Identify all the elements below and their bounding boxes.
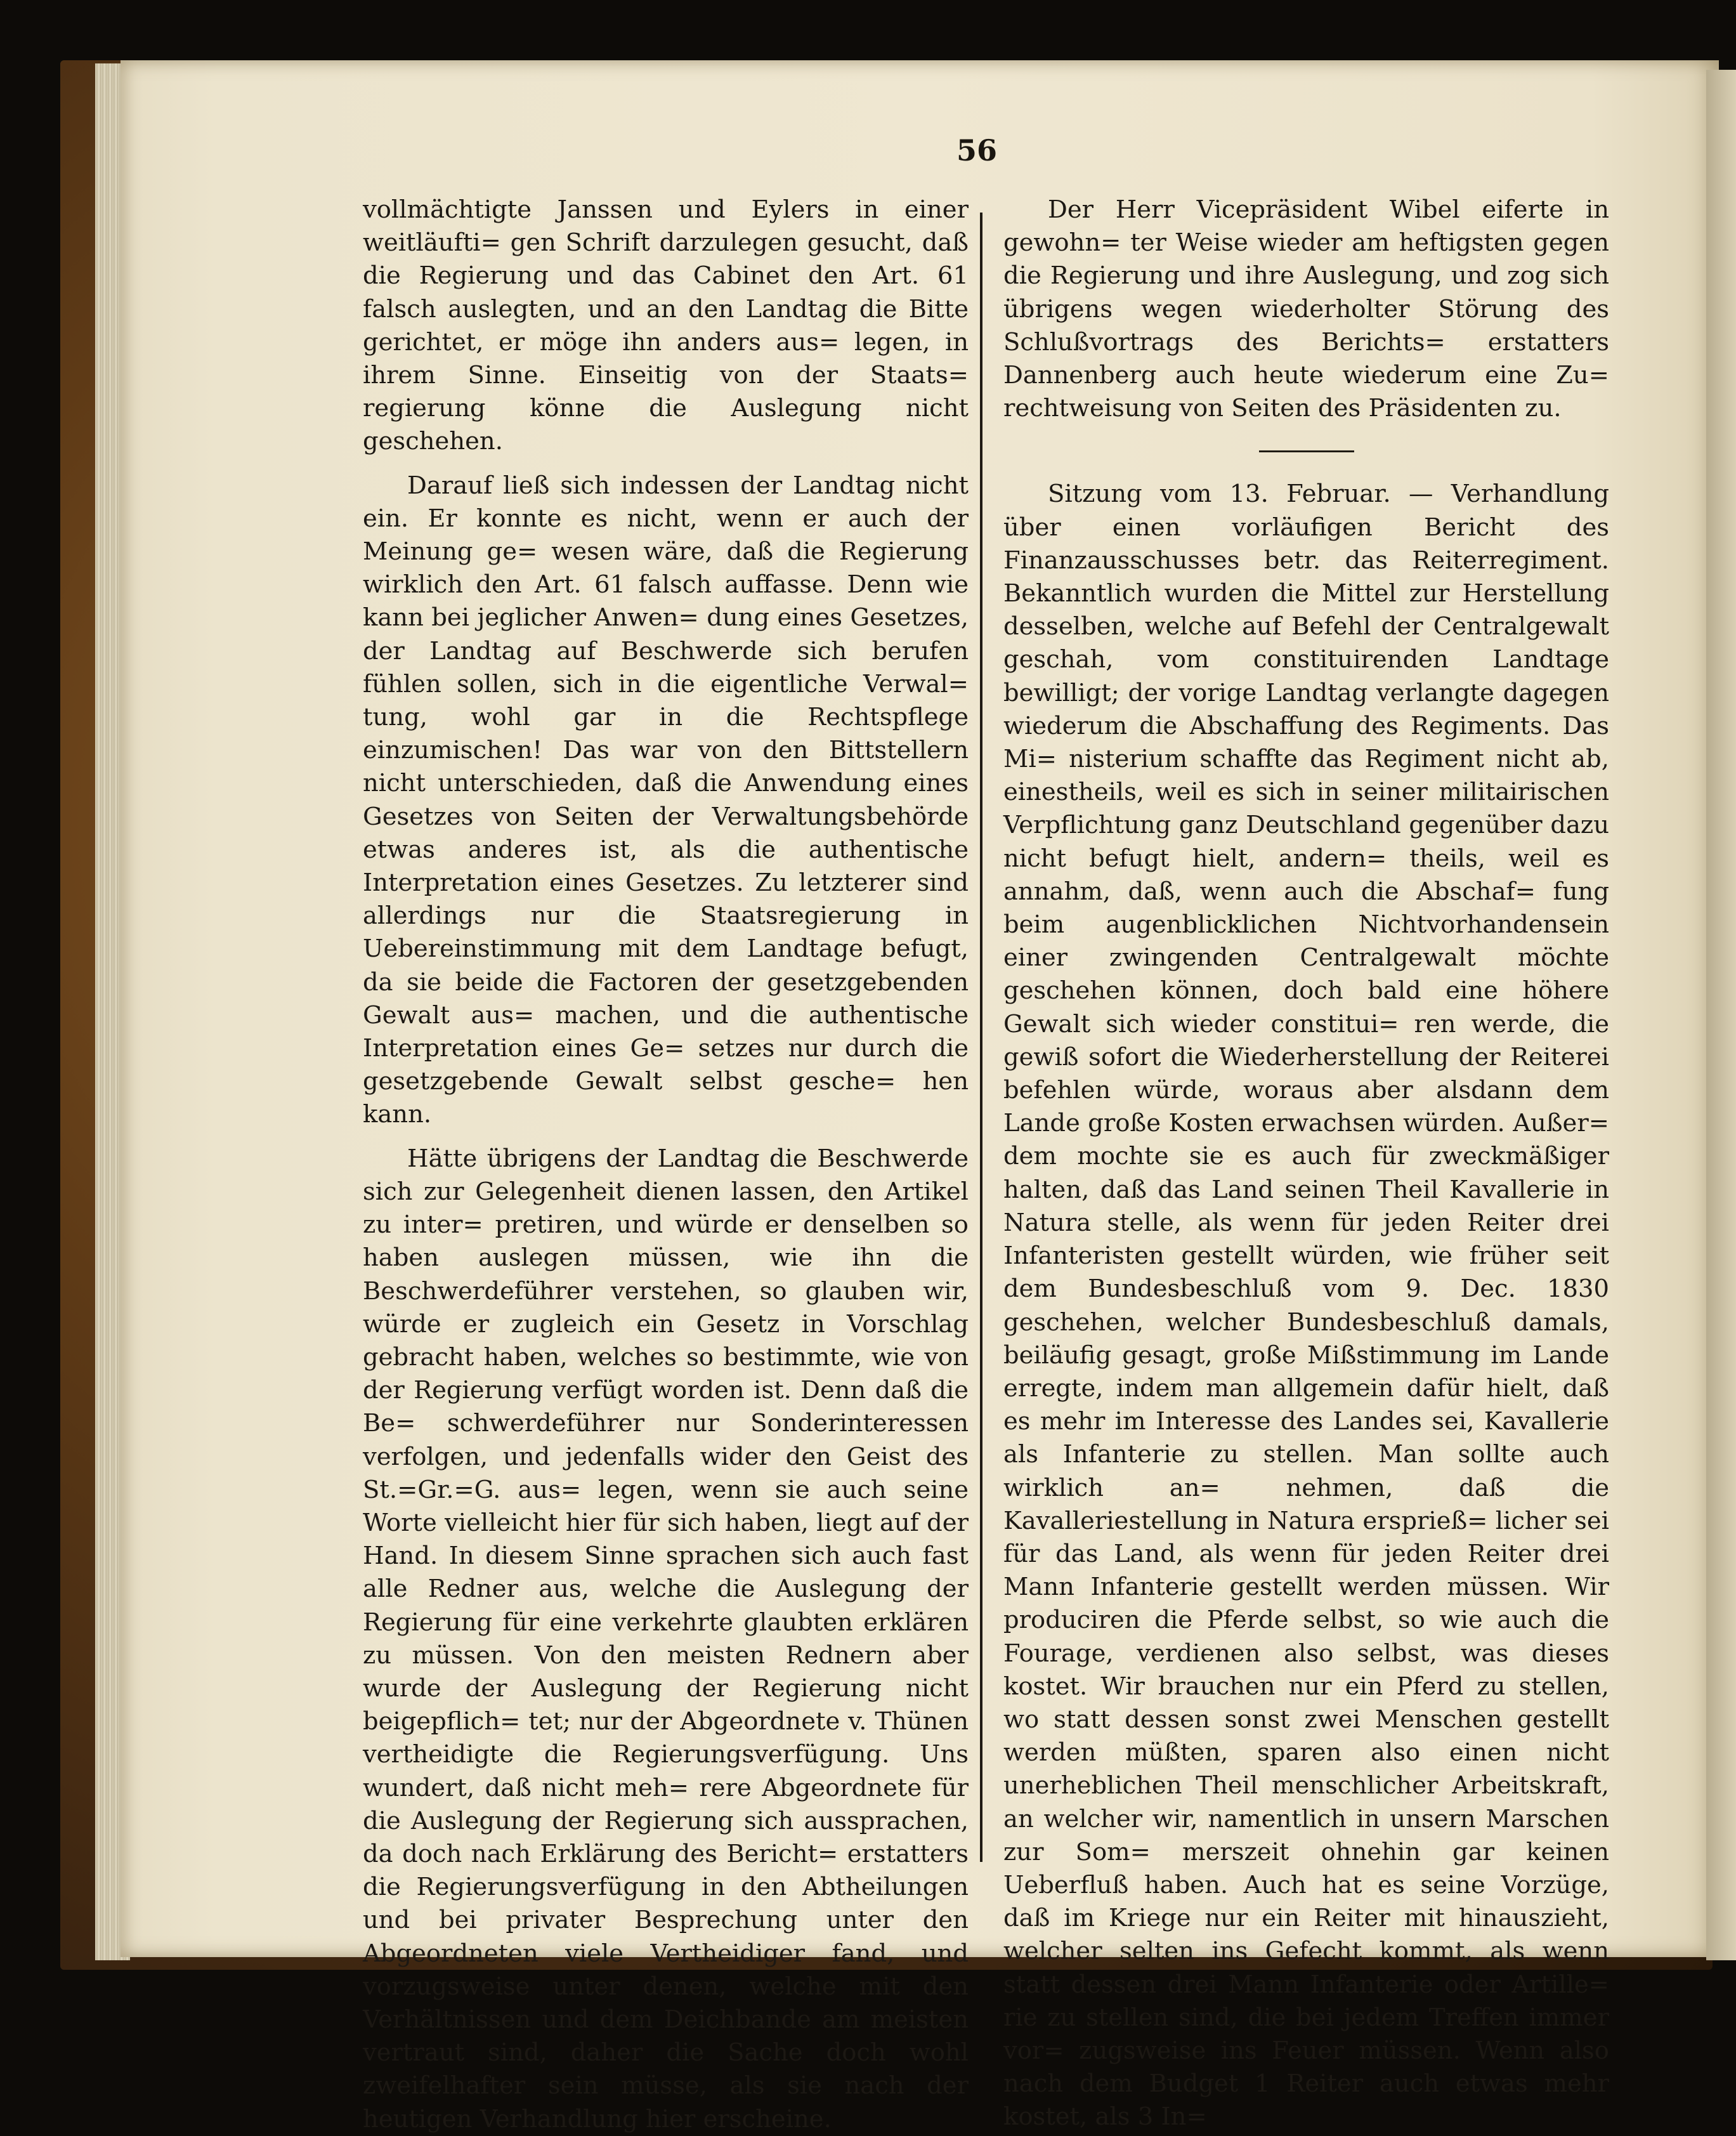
left-paragraph-3: Hätte übrigens der Landtag die Beschwerde sich zur Gelegenheit dienen lassen, den Artikel zu inter= pretiren, und würde er denselben so haben auslegen müssen, wie ihn die Beschwerdeführer verstehen, so glauben wir, würde er zugleich ein Gesetz in Vorschlag gebracht haben, welches so bestimmte, wie von der Regierung verfügt worden ist. Denn daß die Be= schwerdeführer nur Sonderinteressen verfolgen, und jedenfalls wider den Geist des St.=Gr.=G. aus= legen, wenn sie auch seine Worte vielleicht hier für sich haben, liegt auf der Hand. In diesem Sinne sprachen sich auch fast alle Redner aus, welche die Auslegung der Regierung für eine verkehrte glaubten erklären zu müssen. Von den meisten Rednern aber wurde der Auslegung der Regierung nicht beigepflich= tet; nur der Abgeordnete v. Thünen vertheidigte die Regierungsverfügung. Uns wundert, daß nicht meh= rere Abgeordnete für die Auslegung der Regierung sich aussprachen, da doch nach Erklärung des Bericht= erstatters die Regierungsverfügung in den Abtheilungen und bei privater Besprechung unter den Abgeordneten viele Vertheidiger fand, und vorzugsweise unter denen, welche mit den Verhältnissen und dem Deichbande am meisten vertraut sind, daher die Sache doch wohl zweifelhafter sein müsse, als sie nach der heutigen Verhandlung hier erscheine. — [363, 1144, 969, 2133]
left-paragraph-1: vollmächtigte Janssen und Eylers in einer weitläufti= gen Schrift darzulegen gesucht, daß die Regierung und das Cabinet den Art. 61 falsch auslegten, und an den Landtag die Bitte gerichtet, er möge ihn anders aus= legen, in ihrem Sinne. Einseitig von der Staats= regierung könne die Auslegung nicht geschehen. — [363, 195, 969, 456]
left-column — [363, 193, 969, 2136]
column-divider — [980, 213, 982, 1862]
right-paragraph-1: Der Herr Vicepräsident Wibel eiferte in gewohn= ter Weise wieder am heftigsten gegen die Regierung und ihre Auslegung, und zog sich übrigens wegen wiederholter Störung des Schlußvortrags des Berichts= erstatters Dannenberg auch heute wiederum eine Zu= rechtweisung von Seiten des Präsidenten zu. — [1003, 195, 1609, 423]
section-divider — [1259, 450, 1354, 452]
adjacent-page-edge — [1706, 70, 1736, 1960]
left-paragraph-2: Darauf ließ sich indessen der Landtag nicht ein. Er konnte es nicht, wenn er auch der Meinung ge= wesen wäre, daß die Regierung wirklich den Art. 61 falsch auffasse. Denn wie kann bei jeglicher Anwen= dung eines Gesetzes, der Landtag auf Beschwerde sich berufen fühlen sollen, sich in die eigentliche Verwal= tung, wohl gar in die Rechtspflege einzumischen! Das war von den Bittstellern nicht unterschieden, daß die Anwendung eines Gesetzes von Seiten der Verwaltungsbehörde etwas anderes ist, als die authentische Interpretation eines Gesetzes. Zu letzterer sind allerdings nur die Staatsregierung in Uebereinstimmung mit dem Landtage befugt, da sie beide die Factoren der gesetzgebenden Gewalt aus= machen, und die authentische Interpretation eines Ge= setzes nur durch die gesetzgebende Gewalt selbst gesche= hen kann. — [363, 471, 969, 1129]
right-section-paragraph: Sitzung vom 13. Februar. — Verhandlung über einen vorläufigen Bericht des Finanzausschusses betr. das Reiterregiment. Bekanntlich wurden die Mittel zur Herstellung desselben, welche auf Befehl der Centralgewalt geschah, vom constituirenden Landtage bewilligt; der vorige Landtag verlangte dagegen wiederum die Abschaffung des Regiments. Das Mi= nisterium schaffte das Regiment nicht ab, einestheils, weil es sich in seiner militairischen Verpflichtung ganz Deutschland gegenüber dazu nicht befugt hielt, andern= theils, weil es annahm, daß, wenn auch die Abschaf= fung beim augenblicklichen Nichtvorhandensein einer zwingenden Centralgewalt möchte geschehen können, doch bald eine höhere Gewalt sich wieder constitui= ren werde, die gewiß sofort die Wiederherstellung der Reiterei befehlen würde, woraus aber alsdann dem Lande große Kosten erwachsen würden. Außer= dem mochte sie es auch für zweckmäßiger halten, daß das Land seinen Theil Kavallerie in Natura stelle, als wenn für jeden Reiter drei Infanteristen gestellt würden, wie früher seit dem Bundesbeschluß vom 9. Dec. 1830 geschehen, welcher Bundesbeschluß damals, beiläufig gesagt, große Mißstimmung im Lande erregte, indem man allgemein dafür hielt, daß es mehr im Interesse des Landes sei, Kavallerie als Infanterie zu stellen. Man sollte auch wirklich an= nehmen, daß die Kavalleriestellung in Natura ersprieß= licher sei für das Land, als wenn für jeden Reiter drei Mann Infanterie gestellt werden müssen. Wir produciren die Pferde selbst, so wie auch die Fourage, verdienen also selbst, was dieses kostet. Wir brauchen nur ein Pferd zu stellen, wo statt dessen sonst zwei Menschen gestellt werden müßten, sparen also einen nicht unerheblichen Theil menschlicher Arbeitskraft, an welcher wir, namentlich in unsern Marschen zur Som= merszeit ohnehin gar keinen Ueberfluß haben. Auch hat es seine Vorzüge, daß im Kriege nur ein Reiter mit hinauszieht, welcher selten ins Gefecht kommt, als wenn statt dessen drei Mann Infanterie oder Artille= rie zu stellen sind, die bei jedem Treffen immer vor= zugsweise ins Feuer müssen. Wenn also nach dem Budget 1 Reiter auch etwas mehr kostet, als 3 In= — [1003, 480, 1609, 2132]
right-column — [1003, 193, 1609, 2134]
page-number: 56 — [956, 133, 997, 167]
